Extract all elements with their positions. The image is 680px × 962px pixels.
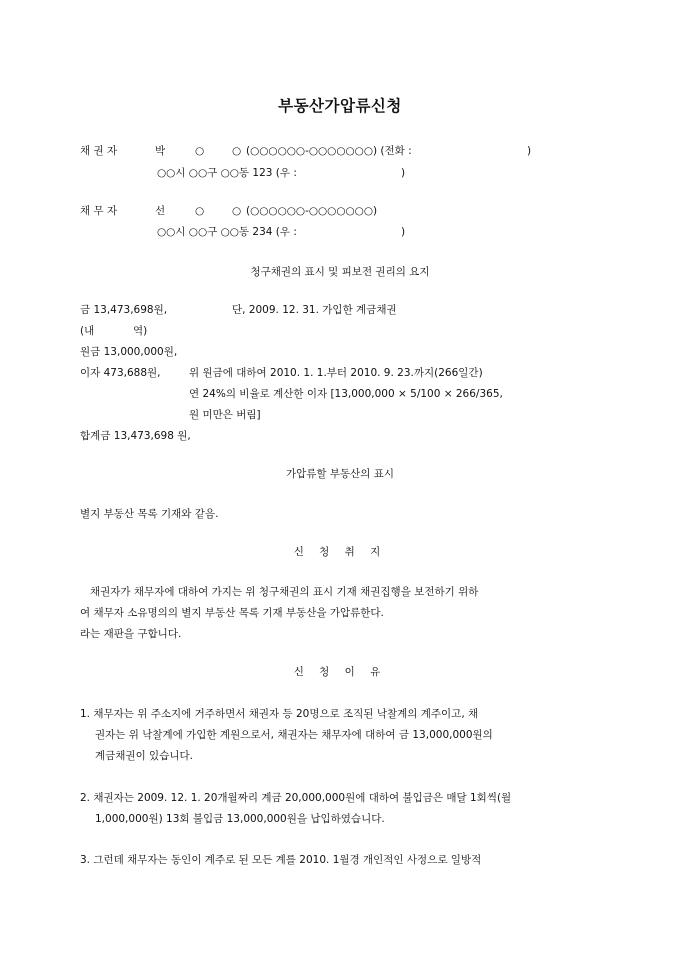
interest-label: 이자 473,688원,: [80, 367, 161, 379]
breakdown-open: (내: [80, 325, 95, 337]
debtor-address-close: ): [401, 226, 406, 238]
principal-line: 원금 13,000,000원,: [80, 346, 178, 358]
creditor-label: 채 권 자: [80, 145, 118, 157]
reason-1-line-3: 계금채권이 있습니다.: [95, 750, 193, 762]
reason-2-line-1: 2. 채권자는 2009. 12. 1. 20개월짜리 계금 20,000,000원에 대하여 불입금은 매달 1회씩(월: [80, 792, 512, 804]
interest-line-3: 원 미만은 버림]: [189, 409, 261, 421]
reason-1-line-2: 권자는 위 낙찰계에 가입한 계원으로서, 채권자는 채무자에 대하여 금 13,000,000원의: [95, 729, 493, 741]
creditor-address-close: ): [401, 167, 406, 179]
debtor-name-mask-1: ○: [195, 205, 205, 217]
debtor-label: 채 무 자: [80, 205, 118, 217]
purpose-line-3: 라는 재판을 구합니다.: [80, 628, 182, 640]
property-text: 별지 부동산 목록 기재와 같음.: [80, 508, 219, 520]
debtor-address: ○○시 ○○구 ○○동 234 (우 :: [157, 226, 297, 238]
debtor-id: (○○○○○○-○○○○○○○): [246, 205, 378, 217]
reason-2-line-2: 1,000,000원) 13회 불입금 13,000,000원을 납입하였습니다.: [95, 813, 385, 825]
debtor-name: 선: [155, 205, 166, 217]
reason-3-line-1: 3. 그런데 채무자는 동인이 계주로 된 모든 계를 2010. 1월경 개인적인 사정으로 일방적: [80, 854, 482, 866]
creditor-id-phone: (○○○○○○-○○○○○○○) (전화 :: [246, 145, 412, 157]
debtor-name-mask-2: ○: [232, 205, 242, 217]
reason-heading: 신 청 이 유: [293, 666, 387, 678]
interest-line-2: 연 24%의 비율로 계산한 이자 [13,000,000 × 5/100 × 266/365,: [189, 388, 503, 400]
breakdown-close: 역): [133, 325, 148, 337]
document-title: 부동산가압류신청: [278, 97, 402, 115]
purpose-line-2: 여 채무자 소유명의의 별지 부동산 목록 기재 부동산을 가압류한다.: [80, 607, 384, 619]
creditor-address: ○○시 ○○구 ○○동 123 (우 :: [157, 167, 297, 179]
claim-heading: 청구채권의 표시 및 피보전 권리의 요지: [250, 266, 430, 278]
claim-amount: 금 13,473,698원,: [80, 304, 168, 316]
creditor-id-phone-close: ): [527, 145, 532, 157]
creditor-name: 박: [155, 145, 166, 157]
total-line: 합계금 13,473,698 원,: [80, 430, 191, 442]
purpose-line-1: 채권자가 채무자에 대하여 가지는 위 청구채권의 표시 기재 채권집행을 보전하기 위하: [90, 586, 479, 598]
purpose-heading: 신 청 취 지: [293, 546, 387, 558]
creditor-name-mask-2: ○: [232, 145, 242, 157]
claim-amount-desc: 단, 2009. 12. 31. 가입한 계금채권: [232, 304, 397, 316]
reason-1-line-1: 1. 채무자는 위 주소지에 거주하면서 채권자 등 20명으로 조직된 낙찰계의 계주이고, 채: [80, 708, 479, 720]
interest-line-1: 위 원금에 대하여 2010. 1. 1.부터 2010. 9. 23.까지(266일간): [189, 367, 483, 379]
property-heading: 가압류할 부동산의 표시: [285, 468, 395, 480]
creditor-name-mask-1: ○: [195, 145, 205, 157]
